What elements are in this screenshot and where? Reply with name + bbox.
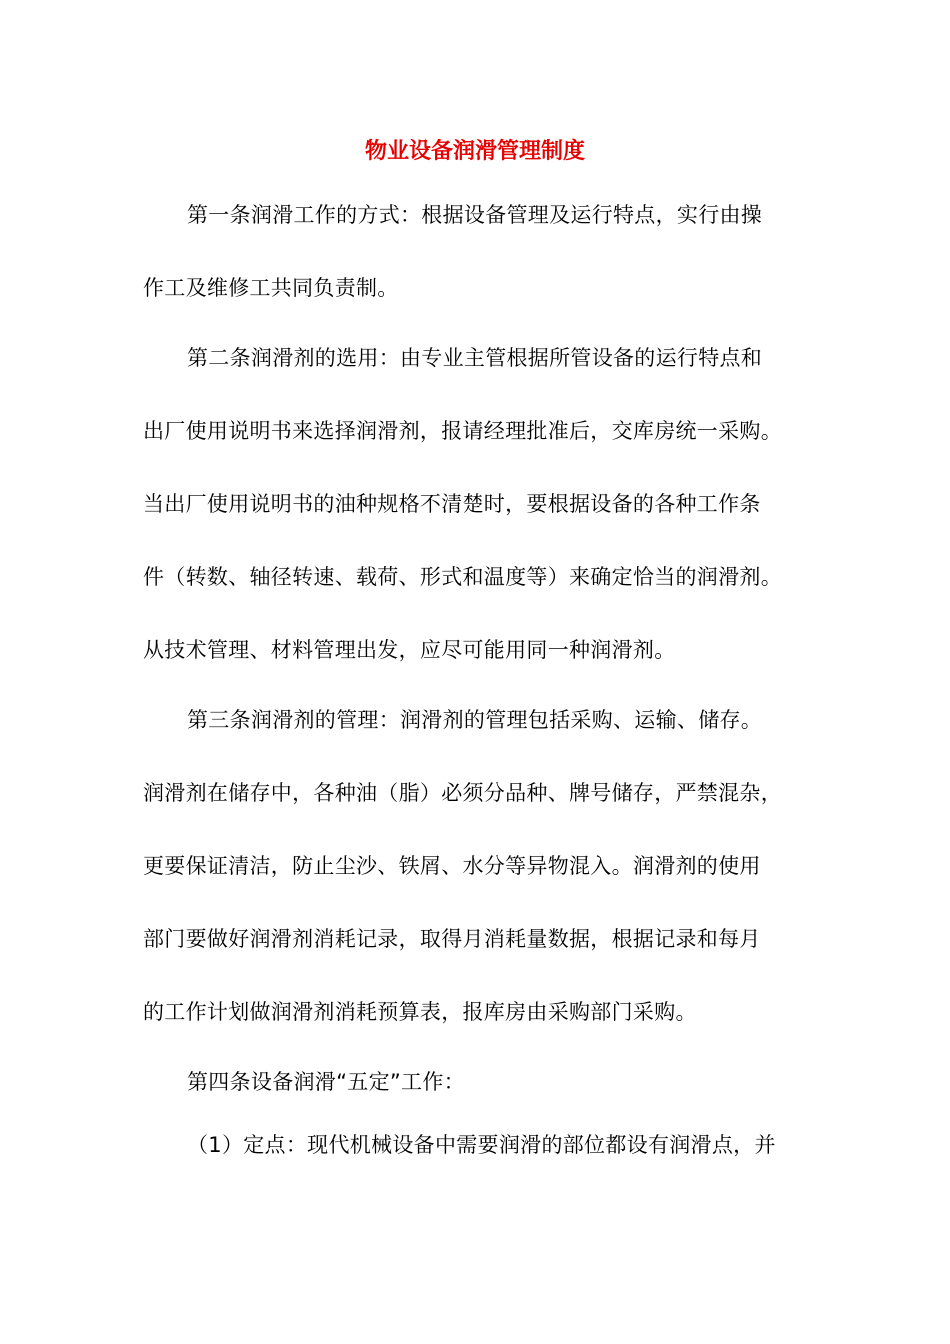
paragraph-line: 第一条润滑工作的方式：根据设备管理及运行特点，实行由操	[187, 203, 763, 227]
paragraph-line: 作工及维修工共同负责制。	[143, 276, 399, 300]
paragraph-line: 出厂使用说明书来选择润滑剂，报请经理批准后，交库房统一采购。	[143, 419, 782, 443]
paragraph-line: 部门要做好润滑剂消耗记录，取得月消耗量数据，根据记录和每月	[143, 927, 761, 951]
paragraph-line: （1）定点：现代机械设备中需要润滑的部位都设有润滑点，并	[187, 1133, 776, 1157]
paragraph-line: 第二条润滑剂的选用：由专业主管根据所管设备的运行特点和	[187, 346, 763, 370]
paragraph-line: 从技术管理、材料管理出发，应尽可能用同一种润滑剂。	[143, 638, 676, 662]
paragraph-line: 的工作计划做润滑剂消耗预算表，报库房由采购部门采购。	[143, 1000, 697, 1024]
paragraph-line: 件（转数、轴径转速、载荷、形式和温度等）来确定恰当的润滑剂。	[143, 565, 782, 589]
paragraph-line: 第四条设备润滑“五定”工作：	[187, 1070, 465, 1094]
paragraph-line: 润滑剂在储存中，各种油（脂）必须分品种、牌号储存，严禁混杂，	[143, 781, 782, 805]
document-title: 物业设备润滑管理制度	[364, 139, 585, 164]
paragraph-line: 第三条润滑剂的管理：润滑剂的管理包括采购、运输、储存。	[187, 708, 763, 732]
paragraph-line: 更要保证清洁，防止尘沙、铁屑、水分等异物混入。润滑剂的使用	[143, 854, 761, 878]
paragraph-line: 当出厂使用说明书的油种规格不清楚时，要根据设备的各种工作条	[143, 492, 761, 516]
